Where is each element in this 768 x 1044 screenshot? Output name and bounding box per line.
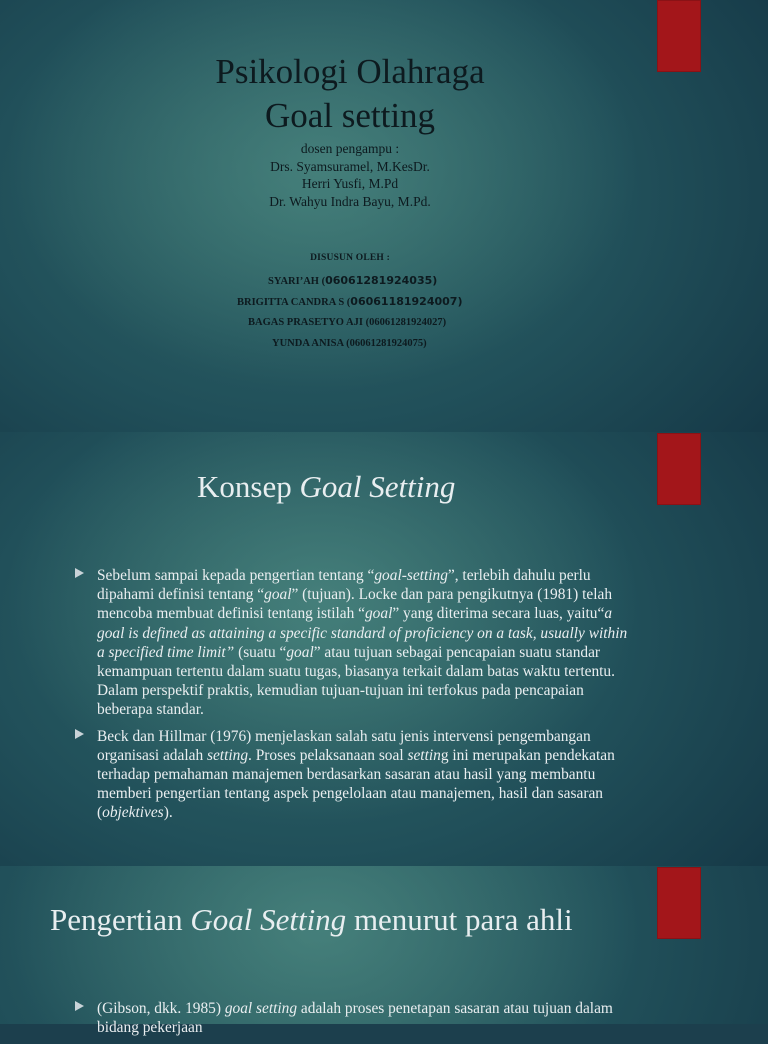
bullet-text: ” (tujuan). Locke dan para pengikutnya (1981) telah mencoba membuat definisi tentang istilah “ — [97, 586, 613, 623]
slide-konsep — [0, 432, 768, 866]
lecturer-name: Herri Yusfi, M.Pd — [301, 176, 399, 191]
lecturer-block — [0, 140, 700, 210]
slide-heading: Pengertian Goal Setting menurut para ahli — [50, 902, 573, 937]
member-nim: 06061281924075) — [349, 338, 427, 349]
bullet-list — [72, 999, 632, 1044]
member-name: BAGAS PRASETYO AJI ( — [248, 317, 370, 328]
member-nim: 06061281924035) — [325, 274, 438, 287]
member-name: SYARI’AH ( — [268, 276, 326, 287]
bullet-text: ” yang diterima secara luas, yaitu“ — [392, 605, 605, 623]
bullet-text-italic: goal setting — [224, 1000, 298, 1017]
bullet-text-italic: objektives — [102, 804, 164, 822]
slide-heading: Konsep Goal Setting — [197, 469, 456, 504]
bullet-list — [72, 566, 632, 830]
bullet-text-italic: goal-setting — [374, 567, 448, 584]
member-item — [268, 274, 437, 287]
bullet-text: adalah proses penetapan sasaran atau tujuan dalam bidang pekerjaan — [97, 1000, 613, 1037]
slide-title-line1: Psikologi Olahraga — [215, 52, 485, 91]
lecturer-name: Drs. Syamsuramel, M.KesDr. — [270, 158, 430, 174]
red-accent-bar — [657, 867, 701, 939]
red-accent-bar — [657, 433, 701, 505]
triangle-bullet-icon — [75, 568, 84, 578]
member-name: BRIGITTA CANDRA S ( — [237, 297, 351, 308]
bullet-text: . Proses pelaksanaan soal — [248, 746, 408, 764]
lecturer-name: Dr. Wahyu Indra Bayu, M.Pd. — [269, 193, 431, 209]
bullet-text: Sebelum sampai kepada pengertian tentang “ — [97, 567, 375, 584]
triangle-bullet-icon — [75, 729, 84, 739]
lecturer-heading: dosen pengampu : — [300, 141, 400, 156]
member-nim: 06061181924007) — [350, 295, 463, 308]
bullet-text-italic: goal — [364, 605, 393, 623]
bullet-text: Beck dan Hillmar (1976) menjelaskan salah satu jenis intervensi pengembangan organisasi adalah — [97, 727, 591, 764]
bullet-text: ). — [163, 804, 173, 822]
member-item — [237, 295, 462, 308]
bullet-item — [72, 566, 632, 720]
bullet-item — [72, 999, 632, 1037]
bullet-text: (suatu “ — [234, 643, 287, 661]
bullet-text-italic: goal — [264, 586, 292, 604]
member-item — [272, 338, 427, 349]
member-nim: 06061281924027) — [369, 317, 447, 328]
bullet-text-italic: setting — [206, 746, 249, 764]
bullet-text: (Gibson, dkk. 1985) — [97, 1000, 225, 1017]
bullet-text: g ini merupakan pendekatan terhadap pemahaman manajemen berdasarkan sasaran atau hasil yang membantu memberi pengertian tentang aspek pengelolaan atau manajemen, hasil dan sasaran ( — [97, 746, 615, 822]
slide-title-line2: Goal setting — [264, 96, 436, 135]
bullet-text-italic: a goal is defined as attaining a specific standard of proficiency on a task, usually within a specified time limit” — [97, 605, 628, 661]
slide-pengertian — [0, 866, 768, 1037]
member-item — [248, 317, 446, 328]
bullet-text-italic: settin — [407, 746, 441, 764]
triangle-bullet-icon — [75, 1001, 84, 1011]
member-name: YUNDA ANISA ( — [272, 338, 350, 349]
compiled-by-label: DISUSUN OLEH : — [310, 253, 390, 263]
bullet-text: ”, terlebih dahulu perlu dipahami definisi tentang “ — [97, 567, 591, 604]
bullet-text-italic: goal — [286, 643, 314, 661]
slide-title — [0, 0, 768, 432]
bullet-item — [72, 727, 632, 823]
bullet-text: ” atau tujuan sebagai pencapaian suatu standar kemampuan tertentu dalam suatu tugas, biasanya terkait dalam batas waktu tertentu. Dalam perspektif praktis, kemudian tujuan-tujuan ini terfokus pada pencapaian beberapa standar. — [97, 643, 615, 719]
